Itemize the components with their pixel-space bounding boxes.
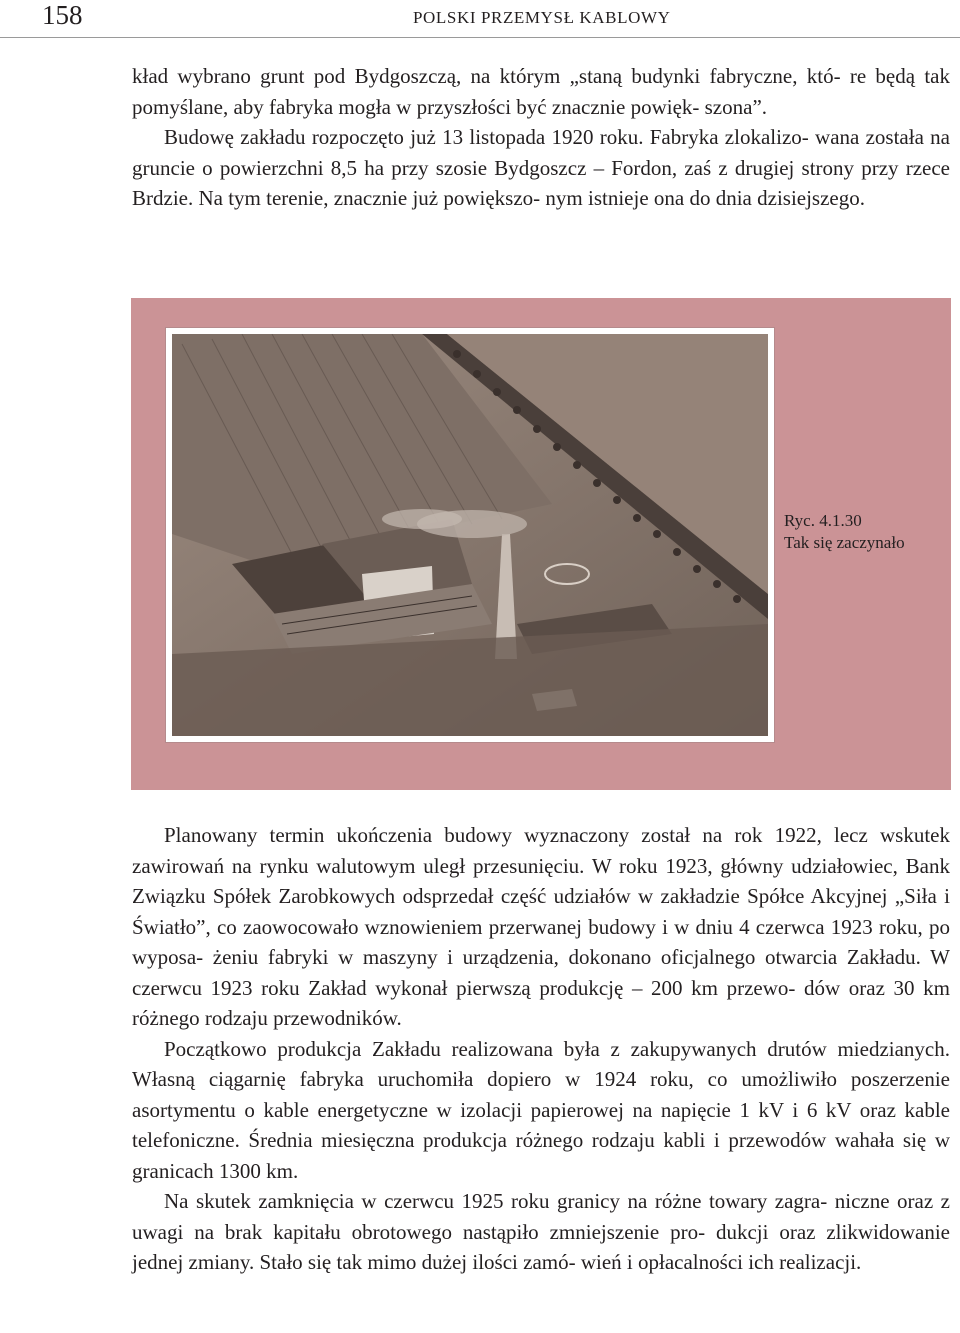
caption-number: Ryc. 4.1.30: [784, 511, 862, 530]
paragraph: kład wybrano grunt pod Bydgoszczą, na którym „staną budynki fabryczne, któ- re będą tak pomyślane, aby fabryka mogła w przyszłości być znacznie powięk- szona”.: [132, 64, 950, 119]
paragraph: Budowę zakładu rozpoczęto już 13 listopada 1920 roku. Fabryka zlokalizo- wana została na gruncie o powierzchni 8,5 ha przy szosie Bydgoszcz – Fordon, zaś z drugiej strony przy rzece Brdzie. Na tym terenie, znacznie już powiększo- nym istnieje ona do dnia dzisiejszego.: [132, 125, 950, 210]
paragraph: Planowany termin ukończenia budowy wyznaczony został na rok 1922, lecz wskutek zawirowań na rynku walutowym uległ przesunięciu. W roku 1923, główny udziałowiec, Bank Związku Spółek Zarobkowych odsprzedał część udziałów w zakładzie Spółce Akcyjnej „Siła i Światło”, co zaowocowało wznowieniem przerwanej budowy i w dniu 4 czerwca 1923 roku, po wyposa- żeniu fabryki w maszyny i urządzenia, dokonano oficjalnego otwarcia Zakładu. W czerwcu 1923 roku Zakład wykonał pierwszą produkcję – 200 km przewo- dów oraz 30 km różnego rodzaju przewodników.: [132, 823, 950, 1030]
page-number: 158: [42, 0, 83, 30]
bottom-text: [132, 820, 950, 1278]
header-rule: [0, 37, 960, 38]
photo-frame: [166, 328, 774, 742]
caption-title: Tak się zaczynało: [784, 533, 905, 552]
paragraph: Na skutek zamknięcia w czerwcu 1925 roku granicy na różne towary zagra- niczne oraz z uwagi na brak kapitału obrotowego nastąpiło zmniejszenie pro- dukcji oraz zlikwidowanie jednej zmiany. Stało się tak mimo dużej ilości zamó- wień i opłacalności ich realizacji.: [132, 1189, 950, 1274]
paragraph: Początkowo produkcja Zakładu realizowana była z zakupywanych drutów miedzianych. Własną ciągarnię fabryka uruchomiła dopiero w 1924 roku, co umożliwiło poszerzenie asortymentu o kable energetyczne w izolacji papierowej na napięcie 1 kV i 6 kV oraz kable telefoniczne. Średnia miesięczna produkcja różnego rodzaju kabli i przewodów wahała się w granicach 1300 km.: [132, 1036, 950, 1183]
figure-caption: [784, 510, 905, 554]
figure-panel: [131, 298, 951, 790]
factory-aerial-illustration: [172, 334, 768, 736]
running-head: POLSKI PRZEMYSŁ KABLOWY: [413, 8, 671, 27]
top-text: [132, 61, 950, 214]
factory-aerial-photo: [172, 334, 768, 736]
